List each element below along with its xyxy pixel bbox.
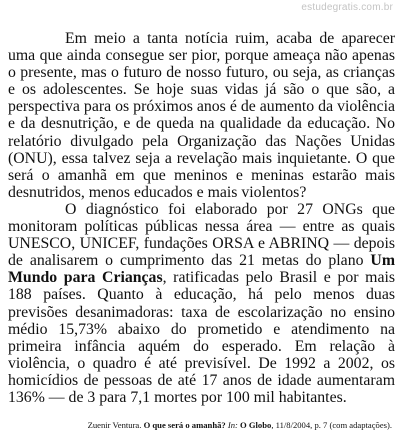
citation bbox=[88, 420, 392, 430]
paragraph-2-start: O diagnóstico foi elaborado por 27 ONGs que monitoram políticas públicas nessa área — entre as quais UNESCO, UNICEF, fundações ORSA e ABRINQ — depois de analisarem o cumprimento das 21 metas do plano bbox=[8, 200, 395, 270]
citation-source: O Globo bbox=[240, 420, 272, 430]
plan-title: Um Mundo para Crianças bbox=[8, 252, 395, 287]
paragraph-2-end: , ratificadas pelo Brasil e por mais 188 países. Quanto à educação, há pelo menos duas previsões desanimadoras: taxa de escolarização no ensino médio 15,73% abaixo do prometido e atendimento na primeira infância aquém do esperado. Em relação à violência, o quadro é até previsível. De 1992 a 2002, os homicídios de pessoas de até 17 anos de idade aumentaram 136% — de 3 para 7,1 mortes por 100 mil habitantes. bbox=[8, 269, 395, 406]
citation-title: O que será o amanhã? bbox=[143, 420, 226, 430]
watermark: estudegratis.com.br bbox=[301, 2, 393, 13]
citation-in: In: bbox=[227, 420, 238, 430]
article-text bbox=[8, 30, 395, 406]
paragraph-1: Em meio a tanta notícia ruim, acaba de aparecer uma que ainda consegue ser pior, porque ameaça não apenas o presente, mas o futuro de nosso futuro, ou seja, as crianças e os adolescentes. Se hoje suas vidas já são o que são, a perspectiva para os próximos anos é de aumento da violência e da desnutrição, e de queda na qualidade da educação. No relatório divulgado pela Organização das Nações Unidas (ONU), essa talvez seja a revelação mais inquietante. O que será o amanhã em que meninos e meninas estarão mais desnutridos, menos educados e mais violentos? bbox=[8, 30, 395, 201]
citation-author: Zuenir Ventura. bbox=[87, 420, 142, 430]
paragraph-2 bbox=[8, 201, 395, 406]
citation-details: , 11/8/2004, p. 7 (com adaptações). bbox=[271, 420, 392, 430]
